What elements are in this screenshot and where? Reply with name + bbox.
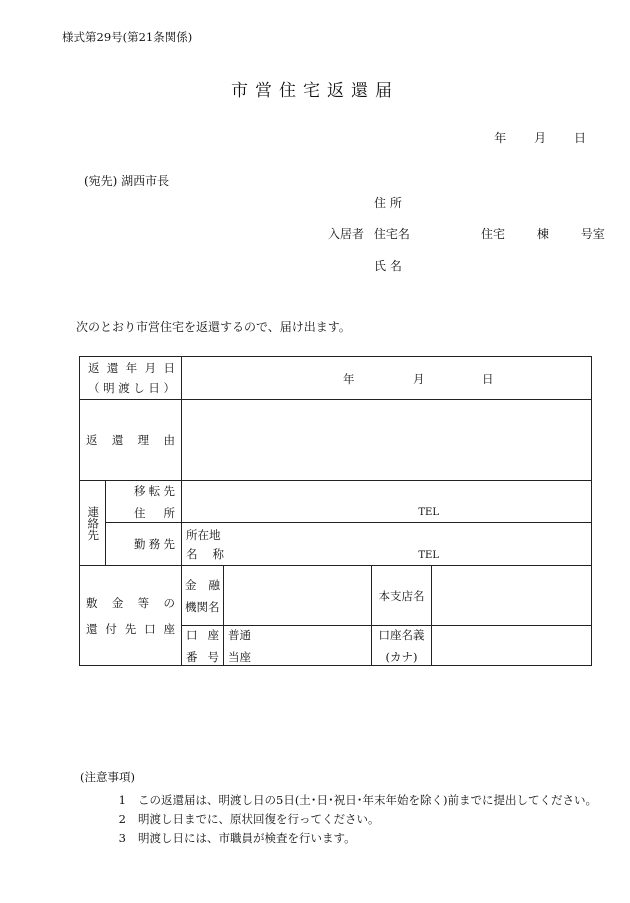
document-title: 市営住宅返還届: [231, 81, 399, 101]
note-item: 1 この返還届は、明渡し日の5日(土･日･祝日･年末年始を除く)前までに提出してください。: [118, 793, 598, 807]
branch-label: 本支店名: [378, 588, 425, 603]
return-date-label-cell: [80, 357, 182, 400]
account-type-ordinary: 普通: [228, 627, 251, 642]
house-label: 住宅: [481, 227, 506, 241]
notes-heading: (注意事項): [80, 770, 135, 784]
reason-label-cell: [80, 400, 182, 481]
return-date-field[interactable]: [182, 357, 592, 400]
account-holder-label: 口座名義: [378, 627, 425, 642]
house-name-label: 住宅名: [373, 227, 410, 241]
moving-label-cell: [106, 481, 182, 523]
intro-text: 次のとおり市営住宅を返還するので、届け出ます。: [76, 320, 351, 334]
resident-line: [328, 225, 410, 242]
work-location-label: 所在地: [186, 528, 221, 542]
return-year: 年: [343, 372, 355, 386]
account-number-field[interactable]: [224, 626, 372, 666]
work-field[interactable]: [182, 523, 592, 566]
reason-field[interactable]: [182, 400, 592, 481]
account-label-cell: [182, 626, 224, 666]
date-year: 年: [494, 131, 507, 145]
address-label: 住 所: [374, 196, 402, 210]
deposit-label-cell: [80, 566, 182, 666]
reason-label: 返 還 理 由: [86, 433, 175, 447]
date-day: 日: [573, 131, 586, 145]
moving-tel-label: TEL: [418, 507, 439, 518]
return-month: 月: [413, 372, 425, 386]
work-tel-label: TEL: [418, 550, 439, 561]
work-label-cell: [106, 523, 182, 566]
addressee: (宛先) 湖西市長: [84, 174, 170, 188]
bank-label-cell: [182, 566, 224, 626]
branch-field[interactable]: [432, 566, 592, 626]
moving-label: 移 転 先: [134, 483, 175, 498]
notes-list: [80, 791, 600, 848]
account-label-line1: 口 座: [186, 627, 219, 642]
deposit-label-line1: 敷 金 等 の: [86, 595, 175, 610]
moving-address-field[interactable]: [182, 481, 592, 523]
note-item: 2 明渡し日までに、原状回復を行ってください。: [118, 812, 380, 826]
branch-label-cell: [372, 566, 432, 626]
deposit-label-line2: 還 付 先 口 座: [86, 621, 175, 636]
bank-label-line2: 機関名: [185, 599, 220, 614]
account-label-line2: 番 号: [186, 649, 219, 664]
note-item: 3 明渡し日には、市職員が検査を行います。: [118, 831, 356, 845]
work-name-label: 名 称: [186, 547, 224, 561]
bank-label-line1: 金 融: [185, 577, 220, 592]
return-date-label: 返 還 年 月 日: [88, 361, 175, 375]
building-label: 棟: [536, 227, 549, 241]
return-form-table: [79, 356, 592, 666]
resident-label: 入居者: [328, 227, 365, 241]
work-label: 勤 務 先: [134, 537, 175, 551]
account-type-current: 当座: [228, 649, 251, 664]
account-holder-kana: (カナ): [385, 649, 418, 664]
account-holder-label-cell: [372, 626, 432, 666]
handover-label: （ 明 渡 し 日 ）: [88, 381, 175, 395]
return-day: 日: [482, 372, 494, 386]
submission-date: [470, 129, 586, 146]
contact-label: 連絡先: [86, 505, 101, 541]
moving-address-label: 住 所: [134, 505, 175, 520]
date-month: 月: [534, 131, 547, 145]
name-label: 氏 名: [374, 259, 402, 273]
contact-label-cell: [80, 481, 106, 566]
house-info: [481, 225, 605, 242]
form-number: 様式第29号(第21条関係): [62, 30, 193, 44]
account-holder-field[interactable]: [432, 626, 592, 666]
room-label: 号室: [580, 227, 605, 241]
notes-section: [80, 768, 600, 848]
bank-field[interactable]: [224, 566, 372, 626]
